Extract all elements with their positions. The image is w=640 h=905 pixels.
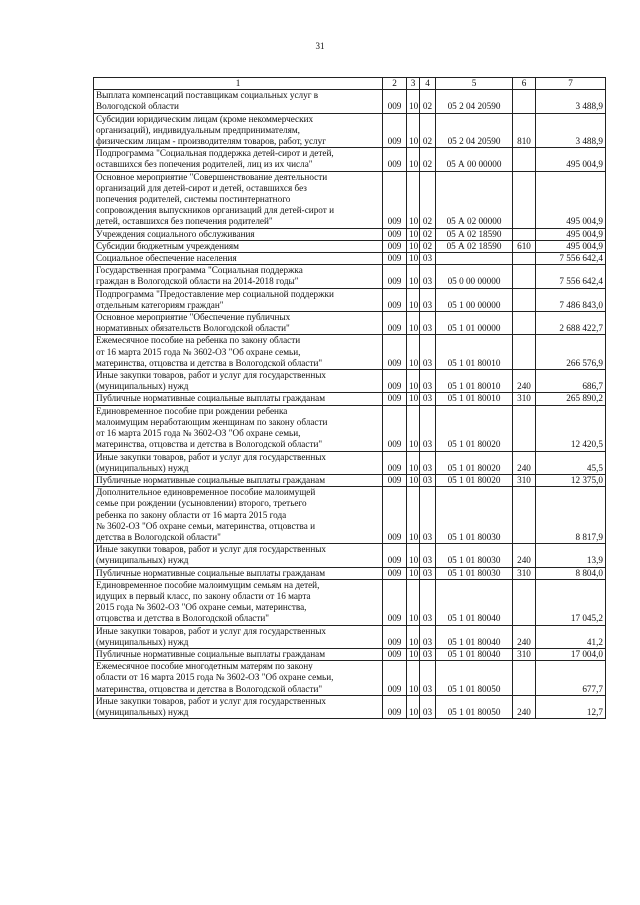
row-podrazdel: 03 (420, 393, 436, 405)
row-vr: 810 (513, 113, 536, 148)
row-summa: 41,2 (536, 625, 606, 648)
row-vr: 310 (513, 567, 536, 579)
table-body (94, 90, 606, 719)
row-razdel: 10 (407, 240, 420, 252)
row-vr (513, 487, 536, 544)
row-podrazdel: 03 (420, 487, 436, 544)
row-vr (513, 288, 536, 311)
row-name: Иные закупки товаров, работ и услуг для государственных (муниципальных) нужд (94, 544, 383, 567)
row-razdel: 10 (407, 405, 420, 451)
row-name: Основное мероприятие "Совершенствование деятельности организаций для детей-сирот и детей, оставшихся без попечения родителей, системы постинтернатного сопровождения выпускников организаций для детей-сирот и детей, оставшихся без попечения родителей" (94, 171, 383, 228)
row-razdel: 10 (407, 544, 420, 567)
row-razdel: 10 (407, 90, 420, 113)
row-csr: 05 1 01 80030 (436, 487, 513, 544)
row-podrazdel: 03 (420, 661, 436, 696)
row-vr (513, 265, 536, 288)
row-podrazdel: 02 (420, 90, 436, 113)
row-razdel: 10 (407, 451, 420, 474)
row-name: Публичные нормативные социальные выплаты гражданам (94, 648, 383, 660)
row-vedomstvo: 009 (383, 370, 407, 393)
row-vr: 310 (513, 648, 536, 660)
header-col-summa: 7 (536, 78, 606, 90)
row-vedomstvo: 009 (383, 288, 407, 311)
row-name: Публичные нормативные социальные выплаты гражданам (94, 474, 383, 486)
row-podrazdel: 03 (420, 253, 436, 265)
row-summa: 495 004,9 (536, 240, 606, 252)
row-vedomstvo: 009 (383, 113, 407, 148)
table-row (94, 544, 606, 567)
row-razdel: 10 (407, 113, 420, 148)
row-csr: 05 А 02 18590 (436, 240, 513, 252)
row-name: Государственная программа "Социальная поддержка граждан в Вологодской области на 2014-2018 годы" (94, 265, 383, 288)
row-vedomstvo: 009 (383, 695, 407, 718)
row-razdel: 10 (407, 370, 420, 393)
row-vr: 240 (513, 695, 536, 718)
table-row (94, 405, 606, 451)
row-razdel: 10 (407, 474, 420, 486)
row-csr: 05 1 01 80040 (436, 648, 513, 660)
row-summa: 686,7 (536, 370, 606, 393)
row-podrazdel: 03 (420, 625, 436, 648)
row-vedomstvo: 009 (383, 451, 407, 474)
row-summa: 8 804,0 (536, 567, 606, 579)
row-vedomstvo: 009 (383, 240, 407, 252)
row-csr: 05 1 01 80050 (436, 661, 513, 696)
row-podrazdel: 02 (420, 228, 436, 240)
header-row (94, 78, 606, 90)
row-podrazdel: 03 (420, 335, 436, 370)
table-row (94, 579, 606, 625)
row-name: Субсидии бюджетным учреждениям (94, 240, 383, 252)
table-row (94, 171, 606, 228)
row-podrazdel: 03 (420, 544, 436, 567)
row-vr (513, 253, 536, 265)
row-csr: 05 1 01 80010 (436, 393, 513, 405)
row-name: Публичные нормативные социальные выплаты гражданам (94, 567, 383, 579)
row-vr: 610 (513, 240, 536, 252)
row-name: Социальное обеспечение населения (94, 253, 383, 265)
row-vedomstvo: 009 (383, 393, 407, 405)
row-razdel: 10 (407, 648, 420, 660)
row-vedomstvo: 009 (383, 487, 407, 544)
row-vr (513, 579, 536, 625)
table-row (94, 253, 606, 265)
table-row (94, 335, 606, 370)
table-row (94, 113, 606, 148)
row-vedomstvo: 009 (383, 661, 407, 696)
row-podrazdel: 03 (420, 265, 436, 288)
row-podrazdel: 03 (420, 405, 436, 451)
table-row (94, 288, 606, 311)
row-summa: 12 375,0 (536, 474, 606, 486)
row-csr: 05 1 01 80010 (436, 370, 513, 393)
row-csr: 05 1 01 00000 (436, 312, 513, 335)
table-row (94, 265, 606, 288)
row-podrazdel: 02 (420, 148, 436, 171)
header-col-razdel: 3 (407, 78, 420, 90)
row-vr: 240 (513, 370, 536, 393)
row-csr (436, 253, 513, 265)
table-row (94, 648, 606, 660)
row-vedomstvo: 009 (383, 567, 407, 579)
row-vr (513, 312, 536, 335)
row-razdel: 10 (407, 695, 420, 718)
row-csr: 05 1 00 00000 (436, 288, 513, 311)
page-number: 31 (315, 41, 325, 51)
row-summa: 13,9 (536, 544, 606, 567)
row-vedomstvo: 009 (383, 228, 407, 240)
row-razdel: 10 (407, 171, 420, 228)
table-row (94, 90, 606, 113)
row-razdel: 10 (407, 661, 420, 696)
row-summa: 3 488,9 (536, 113, 606, 148)
row-name: Дополнительное единовременное пособие малоимущей семье при рождении (усыновлении) второго, третьего ребенка по закону области от 16 марта 2015 года № 3602-ОЗ "Об охране семьи, материнства, отцовства и детства в Вологодской области" (94, 487, 383, 544)
row-csr: 05 1 01 80030 (436, 567, 513, 579)
row-vedomstvo: 009 (383, 335, 407, 370)
row-vr (513, 228, 536, 240)
row-vedomstvo: 009 (383, 253, 407, 265)
row-podrazdel: 03 (420, 312, 436, 335)
row-vr (513, 171, 536, 228)
row-podrazdel: 03 (420, 695, 436, 718)
table-row (94, 312, 606, 335)
row-vedomstvo: 009 (383, 171, 407, 228)
row-csr: 05 0 00 00000 (436, 265, 513, 288)
row-csr: 05 1 01 80050 (436, 695, 513, 718)
row-vr: 310 (513, 474, 536, 486)
row-vedomstvo: 009 (383, 625, 407, 648)
row-vr (513, 148, 536, 171)
row-vr: 240 (513, 544, 536, 567)
header-col-vedomstvo: 2 (383, 78, 407, 90)
row-summa: 12,7 (536, 695, 606, 718)
row-vr (513, 90, 536, 113)
row-csr: 05 1 01 80030 (436, 544, 513, 567)
row-podrazdel: 02 (420, 240, 436, 252)
row-vr: 240 (513, 625, 536, 648)
row-csr: 05 1 01 80010 (436, 335, 513, 370)
row-summa: 17 045,2 (536, 579, 606, 625)
row-name: Ежемесячное пособие многодетным матерям по закону области от 16 марта 2015 года № 3602-ОЗ "Об охране семьи, материнства, отцовства и детства в Вологодской области" (94, 661, 383, 696)
row-razdel: 10 (407, 265, 420, 288)
row-vr (513, 661, 536, 696)
row-vr: 240 (513, 451, 536, 474)
row-name: Субсидии юридическим лицам (кроме некоммерческих организаций), индивидуальным предпринимателям, физическим лицам - производителям товаров, работ, услуг (94, 113, 383, 148)
row-name: Основное мероприятие "Обеспечение публичных нормативных обязательств Вологодской области" (94, 312, 383, 335)
row-vr: 310 (513, 393, 536, 405)
row-summa: 7 486 843,0 (536, 288, 606, 311)
row-podrazdel: 02 (420, 113, 436, 148)
table-row (94, 474, 606, 486)
row-csr: 05 1 01 80040 (436, 579, 513, 625)
row-name: Ежемесячное пособие на ребенка по закону области от 16 марта 2015 года № 3602-ОЗ "Об охране семьи, материнства, отцовства и детства в Вологодской области" (94, 335, 383, 370)
row-name: Иные закупки товаров, работ и услуг для государственных (муниципальных) нужд (94, 625, 383, 648)
budget-table (93, 77, 606, 719)
table-row (94, 240, 606, 252)
row-razdel: 10 (407, 335, 420, 370)
row-name: Выплата компенсаций поставщикам социальных услуг в Вологодской области (94, 90, 383, 113)
row-csr: 05 1 01 80040 (436, 625, 513, 648)
row-vedomstvo: 009 (383, 265, 407, 288)
row-summa: 7 556 642,4 (536, 253, 606, 265)
table-row (94, 567, 606, 579)
row-name: Подпрограмма "Предоставление мер социальной поддержки отдельным категориям граждан" (94, 288, 383, 311)
row-summa: 7 556 642,4 (536, 265, 606, 288)
row-razdel: 10 (407, 625, 420, 648)
row-razdel: 10 (407, 228, 420, 240)
row-name: Учреждения социального обслуживания (94, 228, 383, 240)
table-row (94, 451, 606, 474)
row-vr (513, 335, 536, 370)
row-name: Иные закупки товаров, работ и услуг для государственных (муниципальных) нужд (94, 370, 383, 393)
row-vedomstvo: 009 (383, 579, 407, 625)
row-name: Иные закупки товаров, работ и услуг для государственных (муниципальных) нужд (94, 451, 383, 474)
row-summa: 495 004,9 (536, 171, 606, 228)
row-csr: 05 А 02 00000 (436, 171, 513, 228)
row-name: Иные закупки товаров, работ и услуг для государственных (муниципальных) нужд (94, 695, 383, 718)
row-razdel: 10 (407, 579, 420, 625)
row-csr: 05 1 01 80020 (436, 474, 513, 486)
row-podrazdel: 03 (420, 567, 436, 579)
row-podrazdel: 03 (420, 451, 436, 474)
row-summa: 266 576,9 (536, 335, 606, 370)
row-razdel: 10 (407, 487, 420, 544)
row-vedomstvo: 009 (383, 474, 407, 486)
header-col-name: 1 (94, 78, 383, 90)
row-summa: 495 004,9 (536, 148, 606, 171)
row-vedomstvo: 009 (383, 148, 407, 171)
table-row (94, 661, 606, 696)
row-vr (513, 405, 536, 451)
row-podrazdel: 03 (420, 370, 436, 393)
row-razdel: 10 (407, 253, 420, 265)
row-razdel: 10 (407, 148, 420, 171)
row-summa: 8 817,9 (536, 487, 606, 544)
row-summa: 2 688 422,7 (536, 312, 606, 335)
row-name: Публичные нормативные социальные выплаты гражданам (94, 393, 383, 405)
row-summa: 12 420,5 (536, 405, 606, 451)
header-col-vr: 6 (513, 78, 536, 90)
row-summa: 677,7 (536, 661, 606, 696)
row-summa: 3 488,9 (536, 90, 606, 113)
row-csr: 05 2 04 20590 (436, 90, 513, 113)
row-csr: 05 1 01 80020 (436, 451, 513, 474)
row-vedomstvo: 009 (383, 90, 407, 113)
row-name: Единовременное пособие малоимущим семьям на детей, идущих в первый класс, по закону области от 16 марта 2015 года № 3602-ОЗ "Об охране семьи, материнства, отцовства и детства в Вологодской области" (94, 579, 383, 625)
row-vedomstvo: 009 (383, 648, 407, 660)
row-podrazdel: 03 (420, 579, 436, 625)
row-name: Подпрограмма "Социальная поддержка детей-сирот и детей, оставшихся без попечения родителей, лиц из их числа" (94, 148, 383, 171)
row-razdel: 10 (407, 393, 420, 405)
row-razdel: 10 (407, 312, 420, 335)
header-col-podrazdel: 4 (420, 78, 436, 90)
row-summa: 495 004,9 (536, 228, 606, 240)
row-name: Единовременное пособие при рождении ребенка малоимущим неработающим женщинам по закону области от 16 марта 2015 года № 3602-ОЗ "Об охране семьи, материнства, отцовства и детства в Вологодской области" (94, 405, 383, 451)
table-row (94, 625, 606, 648)
row-razdel: 10 (407, 288, 420, 311)
row-podrazdel: 03 (420, 648, 436, 660)
row-summa: 17 004,0 (536, 648, 606, 660)
row-vedomstvo: 009 (383, 544, 407, 567)
table-row (94, 393, 606, 405)
table-row (94, 148, 606, 171)
row-summa: 45,5 (536, 451, 606, 474)
row-summa: 265 890,2 (536, 393, 606, 405)
header-col-csr: 5 (436, 78, 513, 90)
row-podrazdel: 02 (420, 171, 436, 228)
row-csr: 05 А 02 18590 (436, 228, 513, 240)
row-vedomstvo: 009 (383, 312, 407, 335)
table-row (94, 695, 606, 718)
table-row (94, 487, 606, 544)
row-razdel: 10 (407, 567, 420, 579)
table-row (94, 228, 606, 240)
table-row (94, 370, 606, 393)
row-csr: 05 1 01 80020 (436, 405, 513, 451)
row-csr: 05 А 00 00000 (436, 148, 513, 171)
row-csr: 05 2 04 20590 (436, 113, 513, 148)
row-podrazdel: 03 (420, 474, 436, 486)
row-vedomstvo: 009 (383, 405, 407, 451)
row-podrazdel: 03 (420, 288, 436, 311)
